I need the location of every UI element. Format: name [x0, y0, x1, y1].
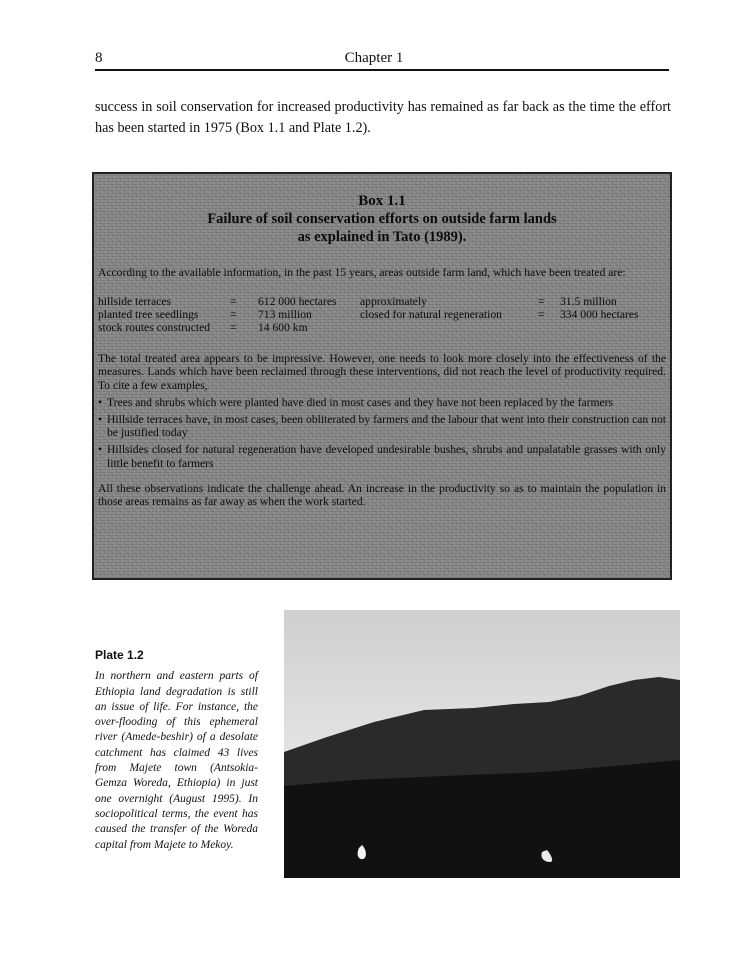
stat-value: 31.5 million [560, 295, 617, 309]
box-1-1 [92, 172, 672, 580]
stat-label: stock routes constructed [98, 321, 211, 335]
box-title-line2: as explained in Tato (1989). [297, 229, 467, 245]
stat-value: 14 600 km [258, 321, 308, 335]
stat-value: 612 000 hectares [258, 295, 337, 309]
intro-paragraph: success in soil conservation for increased productivity has remained as far back as the time the effort has been started in 1975 (Box 1.1 and Plate 1.2). [95, 99, 671, 136]
box-bullet-list [98, 396, 666, 470]
header-rule [95, 69, 669, 71]
box-bullet-item: • Hillside terraces have, in most cases, been obliterated by farmers and the labour that went into their construction can not be justified today [98, 413, 666, 439]
box-title-line1: Failure of soil conservation efforts on outside farm lands [207, 211, 557, 227]
box-bullet-item: • Trees and shrubs which were planted have died in most cases and they have not been replaced by the farmers [98, 396, 666, 409]
chapter-title: Chapter 1 [344, 50, 404, 66]
box-closing-text: All these observations indicate the challenge ahead. An increase in the productivity so as to maintain the population in those areas remains as far away as when the work started. [98, 481, 666, 509]
stat-equals: = [230, 308, 237, 322]
page-number: 8 [95, 50, 103, 66]
stat-value: 334 000 hectares [560, 308, 639, 322]
landscape-photo-image [284, 610, 680, 878]
box-stats [98, 295, 666, 343]
stat-label: closed for natural regeneration [360, 308, 502, 322]
stat-equals: = [538, 308, 545, 322]
stat-label: hillside terraces [98, 295, 172, 309]
plate-title: Plate 1.2 [95, 648, 144, 662]
box-label: Box 1.1 [358, 193, 406, 209]
box-lead-text: According to the available information, in the past 15 years, areas outside farm land, which have been treated are: [98, 266, 626, 279]
stat-equals: = [230, 321, 237, 335]
stat-label: approximately [360, 295, 427, 309]
plate-caption [95, 648, 258, 853]
plate-caption-text: In northern and eastern parts of Ethiopia land degradation is still an issue of life. For instance, the over-flooding of this ephemeral river (Amede-beshir) of a desolate catchment has claimed 43 lives from Majete town (Antsokia-Gemza Woreda, Ethiopia) in just one overnight (August 1995). In sociopolitical terms, the event has caused the transfer of the Woreda capital from Majete to Mekoy. [95, 670, 258, 851]
stat-value: 713 million [258, 308, 312, 322]
stat-equals: = [538, 295, 545, 309]
box-bullet-item: • Hillsides closed for natural regeneration have developed undesirable bushes, shrubs and unpalatable grasses with only little benefit to farmers [98, 443, 666, 469]
stat-equals: = [230, 295, 237, 309]
stat-label: planted tree seedlings [98, 308, 199, 322]
box-paragraph: The total treated area appears to be impressive. However, one needs to look more closely into the effectiveness of the measures. Lands which have been reclaimed through these interventions, did not reach the level of productivity required. To cite a few examples, [98, 352, 666, 392]
plate-photo [284, 610, 680, 878]
box-heading [98, 192, 666, 246]
